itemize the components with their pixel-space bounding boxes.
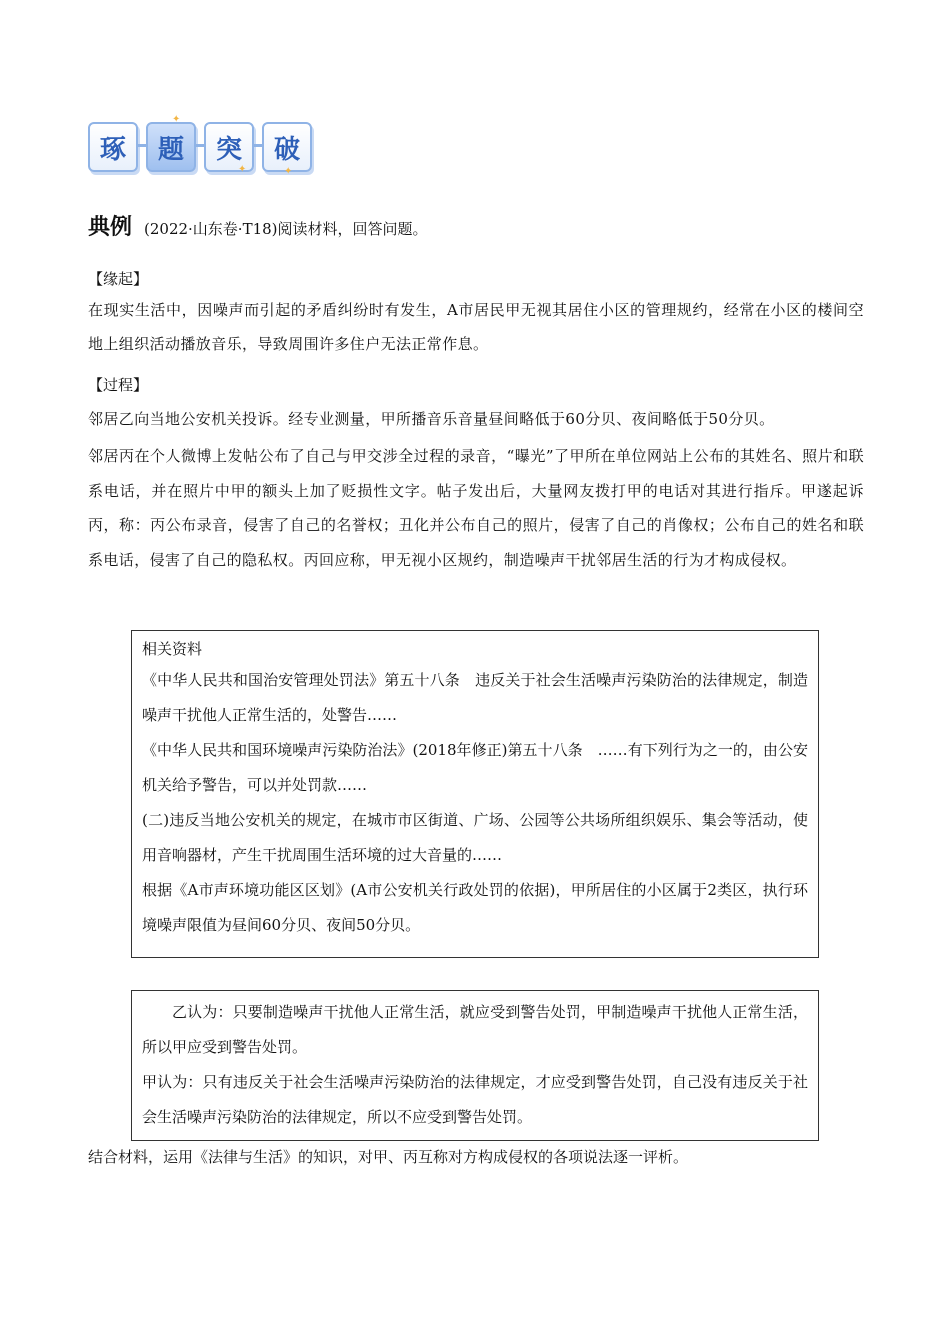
origin-text: 在现实生活中，因噪声而引起的矛盾纠纷时有发生，A市居民甲无视其居住小区的管理规约，经常在小区的楼间空地上组织活动播放音乐，导致周围许多住户无法正常作息。 xyxy=(88,301,864,353)
process-heading: 【过程】 xyxy=(88,376,149,394)
origin-heading: 【缘起】 xyxy=(88,270,149,288)
example-header xyxy=(88,210,428,241)
banner-char-3: 突 xyxy=(204,122,254,172)
sparkle-icon: ✦ xyxy=(172,114,181,125)
banner-char-1: 琢 xyxy=(88,122,138,172)
sparkle-icon: ✦ xyxy=(238,164,247,175)
materials-title: 相关资料 xyxy=(142,640,203,658)
banner-char-4: 破 xyxy=(262,122,312,172)
related-materials-box xyxy=(131,630,819,958)
opinion-jia: 甲认为：只有违反关于社会生活噪声污染防治的法律规定，才应受到警告处罚，自己没有违反关于社会生活噪声污染防治的法律规定，所以不应受到警告处罚。 xyxy=(142,1073,808,1126)
question-text: 结合材料，运用《法律与生活》的知识，对甲、丙互称对方构成侵权的各项说法逐一评析。 xyxy=(88,1148,689,1166)
zoning-text: 根据《A市声环境功能区区划》(A市公安机关行政处罚的依据)，甲所居住的小区属于2类区，执行环境噪声限值为昼间60分贝、夜间50分贝。 xyxy=(142,881,808,934)
example-label: 典例 xyxy=(88,215,133,240)
law-excerpt-1: 《中华人民共和国治安管理处罚法》第五十八条 违反关于社会生活噪声污染防治的法律规定，制造噪声干扰他人正常生活的，处警告…… xyxy=(142,671,808,724)
law-excerpt-2-item: (二)违反当地公安机关的规定，在城市市区街道、广场、公园等公共场所组织娱乐、集会等活动，使用音响器材，产生干扰周围生活环境的过大音量的…… xyxy=(142,811,808,864)
opinion-yi: 乙认为：只要制造噪声干扰他人正常生活，就应受到警告处罚，甲制造噪声干扰他人正常生活，所以甲应受到警告处罚。 xyxy=(142,1003,808,1056)
law-excerpt-2: 《中华人民共和国环境噪声污染防治法》(2018年修正)第五十八条 ……有下列行为之一的，由公安机关给予警告，可以并处罚款…… xyxy=(142,741,808,794)
example-intro: (2022·山东卷·T18)阅读材料，回答问题。 xyxy=(144,220,428,238)
opinions-box xyxy=(131,990,819,1141)
banner-char-2: 题 xyxy=(146,122,196,172)
process-paragraph-2: 邻居丙在个人微博上发帖公布了自己与甲交涉全过程的录音，“曝光”了甲所在单位网站上公布的其姓名、照片和联系电话，并在照片中甲的额头上加了贬损性文字。帖子发出后，大量网友拨打甲的电话对其进行指斥。甲遂起诉丙，称：丙公布录音，侵害了自己的名誉权；丑化并公布自己的照片，侵害了自己的肖像权；公布自己的姓名和联系电话，侵害了自己的隐私权。丙回应称，甲无视小区规约，制造噪声干扰邻居生活的行为才构成侵权。 xyxy=(88,447,864,569)
sparkle-icon: ✦ xyxy=(284,166,293,177)
process-paragraph-1: 邻居乙向当地公安机关投诉。经专业测量，甲所播音乐音量昼间略低于60分贝、夜间略低于50分贝。 xyxy=(88,410,775,428)
section-banner xyxy=(88,114,318,177)
